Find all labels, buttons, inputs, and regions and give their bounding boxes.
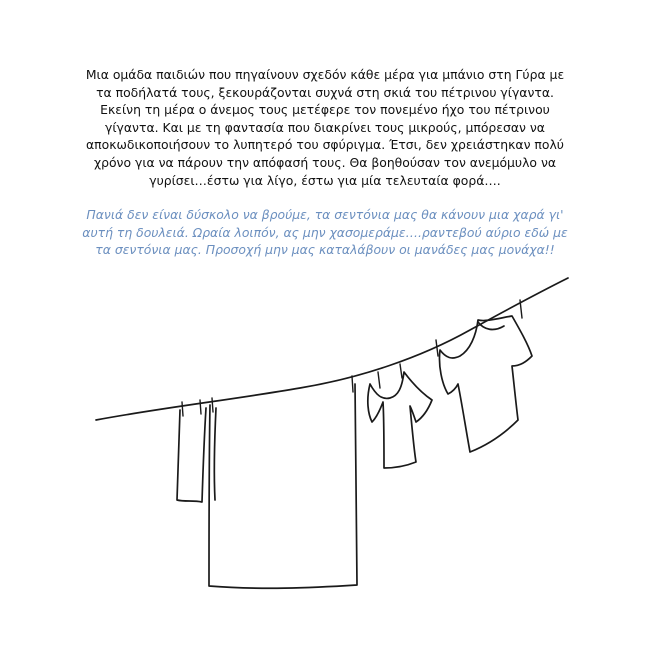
narration-line: Εκείνη τη μέρα ο άνεμος τους μετέφερε τον πονεμένο ήχο του πέτρινου xyxy=(100,102,550,118)
narration-line: χρόνο για να πάρουν την απόφασή τους. Θα βοηθούσαν τον ανεμόμυλο να xyxy=(93,154,557,170)
clothesline-rope xyxy=(96,278,568,420)
dialogue-line: αυτή τη δουλειά. Ωραία λοιπόν, ας μην χασομεράμε….ραντεβού αύριο εδώ με xyxy=(82,224,568,240)
narration-line: τα ποδήλατά τους, ξεκουράζονται συχνά στη σκιά του πέτρινου γίγαντα. xyxy=(96,84,554,100)
narration-line: γυρίσει…έστω για λίγο, έστω για μία τελευταία φορά…. xyxy=(149,172,501,188)
t-shirt-middle xyxy=(368,372,432,468)
bedsheet-fold xyxy=(214,408,216,500)
dialogue-line: Πανιά δεν είναι δύσκολο να βρούμε, τα σεντόνια μας θα κάνουν μια χαρά γι' xyxy=(86,207,564,222)
bedsheet xyxy=(209,384,357,588)
narration-line: Μια ομάδα παιδιών που πηγαίνουν σχεδόν κάθε μέρα για μπάνιο στη Γύρα με xyxy=(85,67,565,82)
dialogue-line: τα σεντόνια μας. Προσοχή μην μας καταλάβουν οι μανάδες μας μονάχα!! xyxy=(95,242,555,258)
t-shirt-right xyxy=(439,316,532,452)
clothespin xyxy=(182,400,201,416)
small-cloth xyxy=(177,408,206,502)
narration-line: γίγαντα. Και με τη φαντασία που διακρίνει τους μικρούς, μπόρεσαν να xyxy=(105,119,545,135)
narration-line: αποκωδικοποιήσουν το λυπητερό του σφύριγμα. Έτσι, δεν χρειάστηκαν πολύ xyxy=(86,137,564,153)
